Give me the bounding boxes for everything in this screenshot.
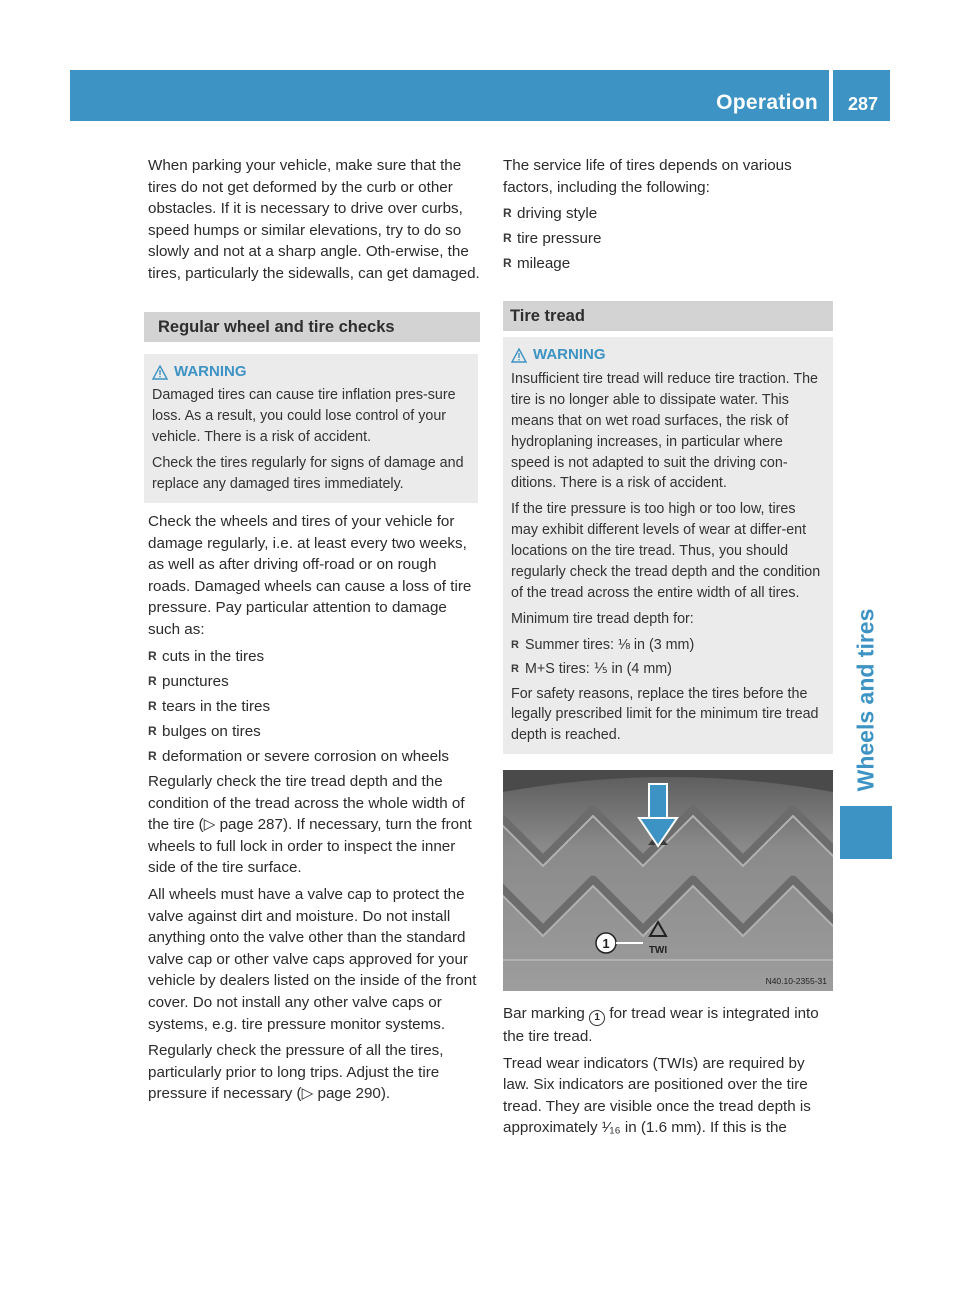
page-number: 287 [847, 94, 879, 114]
list-item: R deformation or severe corrosion on wheels [148, 746, 480, 768]
warning-text: If the tire pressure is too high or too low, tires may exhibit different levels of wear at differ-ent locations on the tire tread. Thus, you should regularly check the tread depth and the condition of the tread across the entire width of all tires. [511, 501, 821, 601]
damage-list [148, 646, 480, 768]
twi-paragraph: Tread wear indicators (TWIs) are required by law. Six indicators are positioned over the tire tread. They are visible once the tread depth is approximately ¹⁄₁₆ in (1.6 mm). If this is the [503, 1054, 811, 1137]
list-item: R bulges on tires [148, 721, 480, 743]
callout-number-icon: 1 [589, 1010, 605, 1026]
list-item: R mileage [503, 253, 833, 275]
side-tab [840, 600, 892, 800]
twi-label: TWI [648, 945, 668, 957]
parking-paragraph: When parking your vehicle, make sure that the tires do not get deformed by the curb or other obstacles. If it is necessary to drive over curbs, speed humps or similar elevations, try to do so slowly and not at a sharp angle. Oth-erwise, the tires, particularly the sidewalls, can get damaged. [148, 157, 480, 282]
bar-marking-paragraph [503, 1003, 833, 1047]
warning-triangle-icon [152, 365, 168, 380]
tread-check-paragraph: Regularly check the tire tread depth and the condition of the tread across the whole width of the tire (▷ page 287). If necessary, turn the front wheels to full lock in order to inspect the inner side of the tire surface. [148, 773, 472, 877]
side-tab-marker [840, 806, 892, 859]
warning-box [144, 354, 478, 503]
list-item: R cuts in the tires [148, 646, 480, 668]
warning-heading [152, 362, 470, 383]
warning-text: Damaged tires can cause tire inflation pres-sure loss. As a result, you could lose control of your vehicle. There is a risk of accident. [152, 387, 456, 446]
warning-text: For safety reasons, replace the tires before the legally prescribed limit for the minimum tire tread depth is reached. [511, 685, 819, 744]
section-heading-text: Regular wheel and tire checks [158, 317, 395, 336]
callout-number: 1 [602, 936, 610, 952]
warning-triangle-icon [511, 348, 527, 363]
pressure-paragraph: Regularly check the pressure of all the tires, particularly prior to long trips. Adjust the tire pressure if necessary (▷ page 290). [148, 1042, 444, 1103]
valve-cap-paragraph: All wheels must have a valve cap to protect the valve against dirt and moisture. Do not install anything onto the valve other than the standard valve cap or other valve caps approved for your vehicle by dealers listed on the inside of the front cover. Do not install any other valve caps or systems, e.g. tire pressure monitor systems. [148, 886, 477, 1033]
warning-text: Insufficient tire tread will reduce tire traction. The tire is no longer able to dissipate water. This means that on wet road surfaces, the risk of hydroplaning increases, in particular where speed is not adapted to suit the driving con-ditions. There is a risk of accident. [511, 370, 818, 492]
warning-title: WARNING [533, 345, 606, 363]
warning-text: Minimum tire tread depth for: [511, 610, 694, 627]
section-heading-tire-tread [503, 301, 833, 331]
warning-box [503, 337, 833, 754]
check-paragraph: Check the wheels and tires of your vehicle for damage regularly, i.e. at least every two weeks, as well as after driving off-road or on rough roads. Damaged wheels can cause a loss of tire pressure. Pay particular attention to damage such as: [148, 513, 472, 638]
factor-list [503, 203, 833, 275]
list-item: R tire pressure [503, 228, 833, 250]
chapter-title: Operation [716, 91, 818, 114]
page-header [70, 70, 890, 121]
side-tab-label: Wheels and tires [852, 608, 879, 792]
section-heading-text: Tire tread [510, 306, 585, 325]
list-item: R M+S tires: ⅕ in (4 mm) [511, 659, 825, 680]
section-heading-wheel-checks [144, 312, 480, 342]
list-item: R tears in the tires [148, 696, 480, 718]
header-divider [829, 70, 833, 121]
list-item: R punctures [148, 671, 480, 693]
warning-text: Check the tires regularly for signs of damage and replace any damaged tires immediately. [152, 455, 464, 493]
left-column [148, 155, 480, 1110]
warning-heading [511, 345, 825, 366]
bar-text-after: for tread wear is integrated into the tire tread. [503, 1005, 819, 1046]
service-life-paragraph: The service life of tires depends on various factors, including the following: [503, 157, 792, 196]
right-column [503, 155, 833, 1144]
tire-tread-illustration [503, 770, 833, 991]
tread-depth-list [511, 635, 825, 680]
bar-text-before: Bar marking [503, 1005, 585, 1023]
list-item: R driving style [503, 203, 833, 225]
figure-code: N40.10-2355-31 [765, 976, 827, 987]
list-item: R Summer tires: ⅛ in (3 mm) [511, 635, 825, 656]
warning-title: WARNING [174, 362, 247, 380]
